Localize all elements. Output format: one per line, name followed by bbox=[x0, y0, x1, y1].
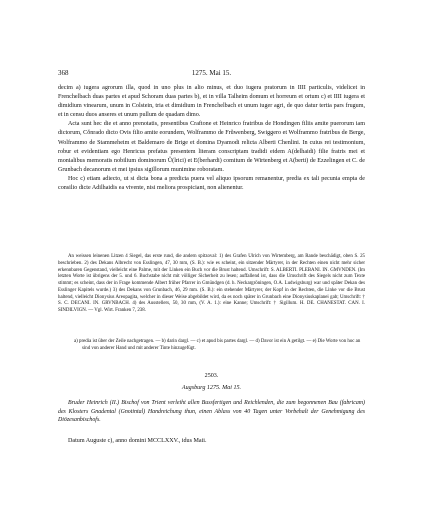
regest bbox=[58, 399, 365, 425]
notes-paragraph: An weissen leinenen Litzen 4 Siegel, das erste rund, die andern spitzoval: 1) des Grafen Ulrich von Wirtemberg, am Rande beschädigt, oben S. 25 beschrieben. 2) des Dekans Albrecht von Esslingen, 47, 30 mm, (S. B.): wie es scheint, ein sitzender Märtyrer, in der Rechten einen nicht mehr sicher erkennbaren Gegenstand, vielleicht eine Palme, mit der Linken ein Buch vor die Brust haltend. Umschrift: S. ALBERTI. PLEBANI. IN. GMVNDEN. (Im letzten Worte ist übrigens der 5. und 6. Buchstabe nicht mit völliger Sicherheit zu lesen; auffallend ist, dass die Umschrift des Siegels nicht zum Texte stimmt; es scheint, dass der in Frage kommende Albert früher Pfarrer in Gmündgen (d. h. Neckargröningen, O.A. Ludwigsburg) war und später Dekan des Esslinger Kapitels wurde.) 3) des Dekans von Grunbach, 46, 29 mm. (S. B.): ein stehender Märtyrer, der Kopf in der Rechten, die Linke vor die Brust haltend, vielleicht Dionysius Areopagita, welcher in dieser Weise abgebildet wird, da es noch später in Grunbach eine Dionysiuskaplanei gab; Umschrift: † S. C. DECANI. IN. GRVNBACH. 4) des Ausstellers, 50, 30 mm, (V. A. 1.): eine Kanne; Umschrift: † Sigillum. H. DE. CHANESTAT. CAN. I. SINDILVIGN. — Vgl. Wirt. Franken 7, 238. bbox=[58, 254, 365, 313]
critical-apparatus bbox=[58, 339, 365, 353]
document-number: 2503. bbox=[204, 373, 219, 379]
regest-text: Bruder Heinrich (II.) Bischof von Trient verleiht allen Bussfertigen und Reichlenden, die zum begonnenen Bau (fabricam) des Klosters Gnadental (Gnotintal) Handreichung thun, einen Ablass von 40 Tagen unter Vorbehalt der Genehmigung des Diözesanbischofs. bbox=[58, 400, 365, 424]
apparatus-line: a) predia ist über der Zeile nachgetragen. — b) darin dargl. — c) et apud bis partes dargl. — d) Davor ist ein A getilgt. — e) Die Worte von hoc an sind von anderer Hand und mit anderer Tinte hinzugefügt. bbox=[74, 339, 361, 351]
running-header bbox=[58, 69, 365, 79]
page-number: 368 bbox=[58, 69, 69, 77]
document-dateline: Augsburg 1275. Mai 15. bbox=[181, 385, 242, 391]
header-date: 1275. Mai 15. bbox=[191, 69, 232, 77]
text-paragraph: decim a) iugera agrorum illa, quod in uno plus in alio minus, et duo iugera pratorum in IIII particulis, videlicet in Frenchelbach duas partes et apud Schoram duas partes b), et in villa Talheim domum et horreum et ortum c) et IIII iugera et dimidium vinearum, unum in Colstein, tria et dimidium in Frenchelbach et unum iuger agri, de quo datur tertia pars frugum, et in censu duos anseres et unum pullum de quadam dimo. bbox=[58, 85, 365, 119]
text-paragraph: Hoc c) etiam adiecto, ut si dicta bona a predicta puera vel aliquo ipsorum remanentur, predia ex tali pecunia empta de consilio dicte Adilhaidis ea vivente, nisi meliora prospiciant, non alienentur. bbox=[58, 175, 365, 192]
charter-text bbox=[58, 84, 365, 193]
seal-description bbox=[58, 254, 365, 315]
datum-line: Datum Auguste c), anno domini MCCLXXV., idus Maii. bbox=[68, 438, 207, 444]
text-paragraph: Acta sunt hec die et anno prenotatis, presentibus Craftone et Heinrico fratribus de Hondingen filiis amite puerorum iam dictorum, Cŏnrado dicto Ovis filio amite eorundem, Wolframmo de Frŭwenberg, Swiggero et Wolframmo fratribus de Berge, Wolframmo de Stammeheim et Baldemaro de Brige et domina Dyamodi relicta Alberti Chenlini. In cuius rei testimonium, robur et evidentiam ego Henricus prefatus presentem literam conscriptam tradidi eidem A(delhaidi) filie fratris mei et monialibus memoratis nobilium dominorum Ŭ(lrici) et E(berhardi) comitum de Wirtenberg et A(berti) de Ezzelingen et C. de Grunbach decanorum et mei ipsius sigillorum munimine roboratam. bbox=[58, 121, 365, 173]
